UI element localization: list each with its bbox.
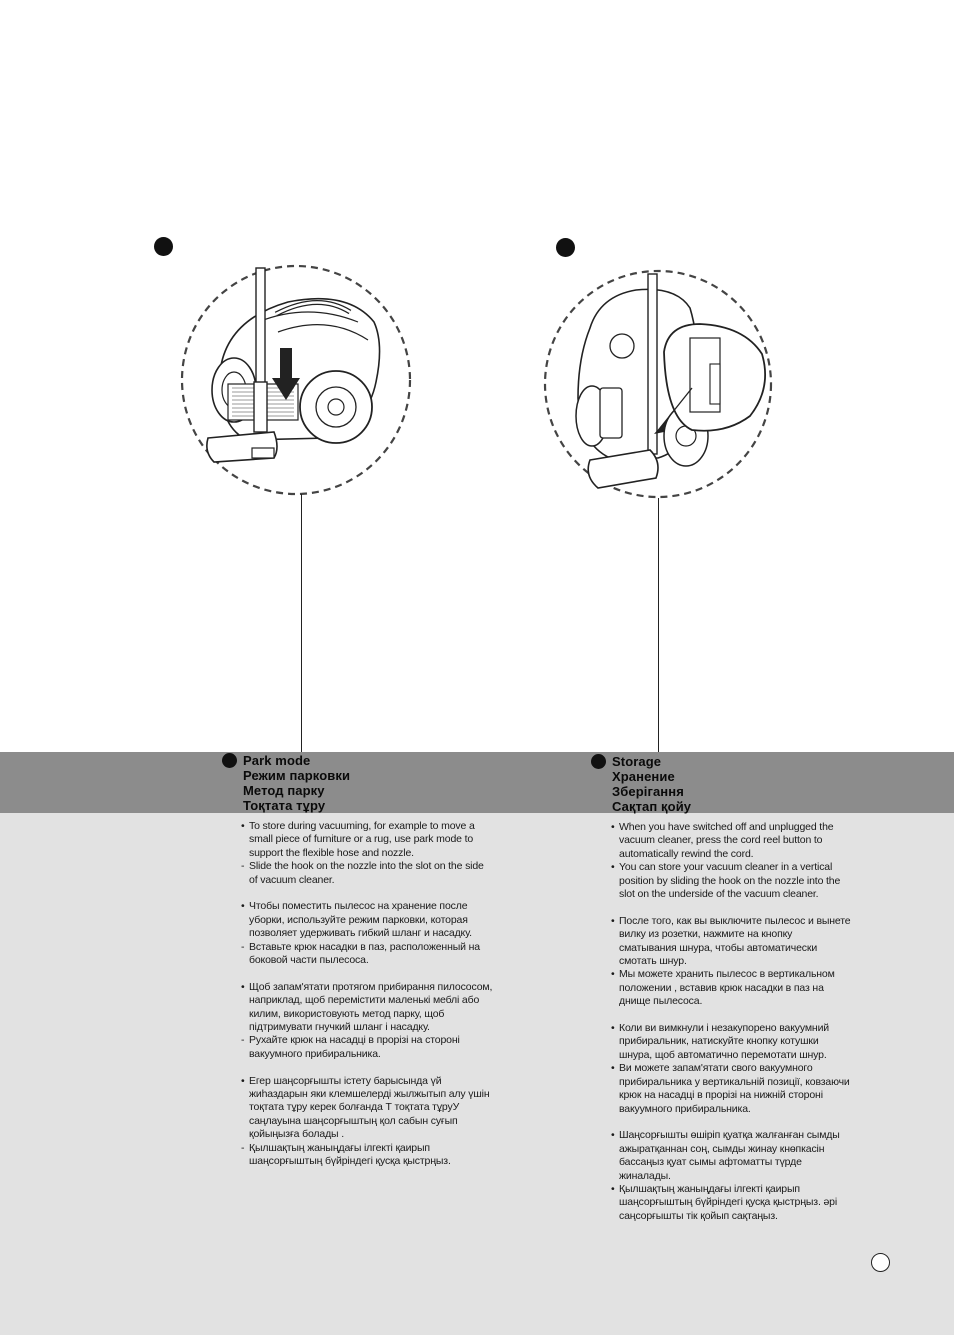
park-instructions [241,820,493,1182]
list-item: - Вставьте крюк насадки в паз, расположенный на боковой части пылесоса. [241,940,480,967]
park-title-ru: Режим парковки [243,768,351,783]
storage-title-en: Storage [612,754,662,769]
storage-block-ru [611,915,851,1009]
storage-block-en [611,821,851,901]
park-title-list [243,753,350,813]
park-block-uk [241,981,493,1061]
list-item: • Щоб запам'ятати протягом прибирання пилососом, наприклад, щоб перемістити маленькі меблі або килим, використовують метод парку, щоб підтримувати гнучкий шланг і насадку. [241,980,493,1034]
list-item: • You can store your vacuum cleaner in a vertical position by sliding the hook on the nozzle into the slot on the underside of the vacuum cleaner. [611,861,841,901]
list-item: • Ви можете запам'ятати свого вакуумного прибиральника у вертикальній позиції, ковзаючи крюк на насадці в прорізі на нижній стороні вакуумного прибиральника. [611,1062,850,1115]
list-item: • Мы можете хранить пылесос в вертикальном положении , вставив крюк насадки в паз на днище пылесоса. [611,968,835,1008]
list-item: • To store during vacuuming, for example to move a small piece of furniture or a rug, use park mode to support the flexible hose and nozzle. [241,820,475,859]
list-item: • Шаңсорғышты өшіріп қуатқа жалғанған сымды ажыратқаннан соң, сымды жинау кнөпкасін бассаңыз қуат сымы афтоматты түрде жиналады. [611,1129,840,1182]
vacuum-park-illustration [178,262,414,498]
list-item: • When you have switched off and unplugged the vacuum cleaner, press the cord reel button to automatically rewind the cord. [611,821,834,860]
storage-title-ru: Хранение [612,769,675,784]
park-step-marker [154,237,173,256]
list-item: - Рухайте крюк на насадці в прорізі на стороні вакуумного прибиральника. [241,1034,460,1060]
storage-block-uk [611,1022,851,1116]
list-item: • После того, как вы выключите пылесос и вынете вилку из розетки, нажмите на кнопку сматывания шнура, чтобы автоматически смотать шнур. [611,914,851,968]
park-leader-line [301,494,302,752]
storage-step-marker [556,238,575,257]
list-item: - Slide the hook on the nozzle into the slot on the side of vacuum cleaner. [241,860,484,886]
list-item: • Егер шаңсорғышты істету барысында үй жиһаздарын яки клемшелерді жылжытып алу үшін тоқтата тұру керек болғанда Т тоқтата тұруУ саңлауына шаңсорғыштың қол сабын суғып қойыңызға болады . [241,1074,490,1141]
storage-block-kk [611,1129,851,1223]
list-item: • Коли ви вимкнули і незакупорено вакуумний прибиральник, натискуйте кнопку котушки шнура, щоб автоматично перемотати шнур. [611,1022,830,1061]
park-title-en: Park mode [243,753,311,768]
park-block-en [241,820,493,887]
park-block-kk [241,1075,493,1169]
section-header-band [0,752,954,813]
list-item: • Қылшақтың жаныңдағы ілгекті қаирып шаңсорғыштың бүйріндегі қусқа қыстрңыз. әрі саңсорғышты тік қойып сақтаңыз. [611,1182,838,1222]
storage-title-kk: Сақтап қойу [612,799,692,814]
storage-title-uk: Зберігання [612,784,684,799]
park-title-kk: Тоқтата тұру [243,798,326,813]
storage-instructions [611,821,851,1237]
vacuum-storage-illustration [540,268,776,504]
park-heading-marker [222,753,237,768]
page-number-circle [871,1253,890,1272]
storage-leader-line [658,498,659,752]
storage-heading-marker [591,754,606,769]
storage-title-list [612,754,691,814]
list-item: • Чтобы поместить пылесос на хранение после уборки, используйте режим парковки, которая позволяет удерживать гибкий шланг и насадку. [241,900,472,940]
list-item: - Қылшақтың жаныңдағы ілгекті қаирып шаңсорғыштың бүйріндегі қусқа қыстрңыз. [241,1141,451,1168]
park-block-ru [241,900,493,967]
park-title-uk: Метод парку [243,783,325,798]
